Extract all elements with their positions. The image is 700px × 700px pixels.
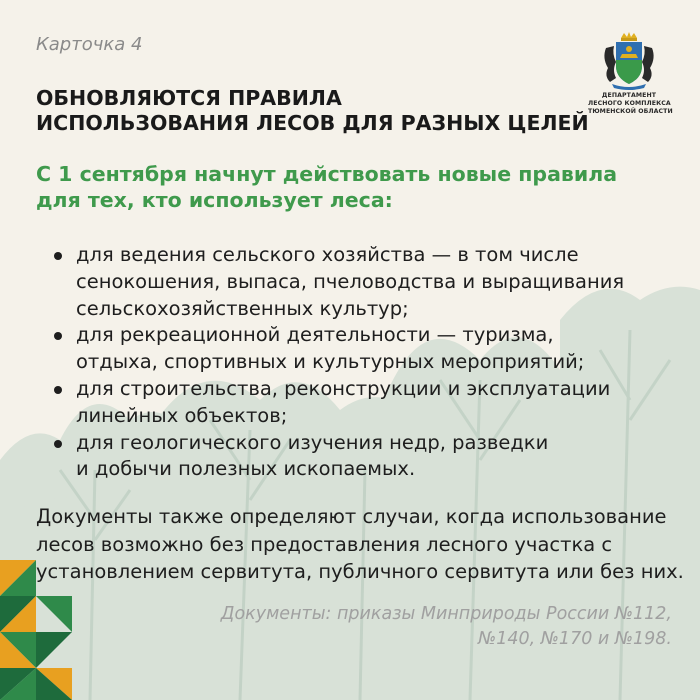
logo-caption-line: ДЕПАРТАМЕНТ (601, 92, 657, 99)
list-item (52, 430, 624, 484)
list-item-line: для ведения сельского хозяйства — в том числе (76, 243, 579, 266)
department-logo (588, 32, 673, 116)
list-item-line: отдыха, спортивных и культурных мероприятий; (76, 350, 585, 374)
list-item (52, 376, 624, 430)
bullet-icon (54, 440, 62, 448)
list-item (52, 242, 624, 322)
corner-pattern (0, 560, 72, 700)
subtitle-line: для тех, кто использует леса: (36, 188, 393, 212)
title-line: ИСПОЛЬЗОВАНИЯ ЛЕСОВ ДЛЯ РАЗНЫХ ЦЕЛЕЙ (36, 111, 589, 135)
page-title (36, 86, 589, 136)
list-item-line: сельскохозяйственных культур; (76, 296, 409, 320)
list-item-line: для рекреационной деятельности — туризма, (76, 323, 554, 347)
logo-caption-line: ЛЕСНОГО КОМПЛЕКСА (588, 100, 671, 107)
body-line: Документы также определяют случаи, когда использование (36, 505, 667, 528)
card-label: Карточка 4 (36, 34, 143, 55)
list-item (52, 322, 624, 376)
bullet-icon (54, 386, 62, 394)
purpose-list (52, 242, 624, 483)
body-line: установлением сервитута, публичного сервитута или без них. (36, 560, 684, 583)
list-item-line: линейных объектов; (76, 403, 288, 427)
list-item-line: для геологического изучения недр, разведки (76, 430, 549, 454)
list-item-line: для строительства, реконструкции и эксплуатации (76, 376, 611, 400)
body-line: лесов возможно без предоставления лесного участка с (36, 532, 613, 556)
subtitle-line: С 1 сентября начнут действовать новые правила (36, 162, 618, 186)
source-line: Документы: приказы Минприроды России №112, (220, 604, 672, 624)
subtitle (36, 161, 617, 213)
list-item-line: и добычи полезных ископаемых. (76, 457, 416, 481)
bullet-icon (54, 252, 62, 260)
body-paragraph (36, 503, 684, 586)
bullet-icon (54, 332, 62, 340)
source-note (221, 602, 672, 652)
source-line: №140, №170 и №198. (478, 629, 672, 649)
list-item-line: сенокошения, выпаса, пчеловодства и выращивания (76, 269, 625, 293)
title-line: ОБНОВЛЯЮТСЯ ПРАВИЛА (36, 86, 342, 110)
logo-caption-line: ТЮМЕНСКОЙ ОБЛАСТИ (588, 108, 673, 115)
coat-of-arms-icon (598, 32, 660, 90)
